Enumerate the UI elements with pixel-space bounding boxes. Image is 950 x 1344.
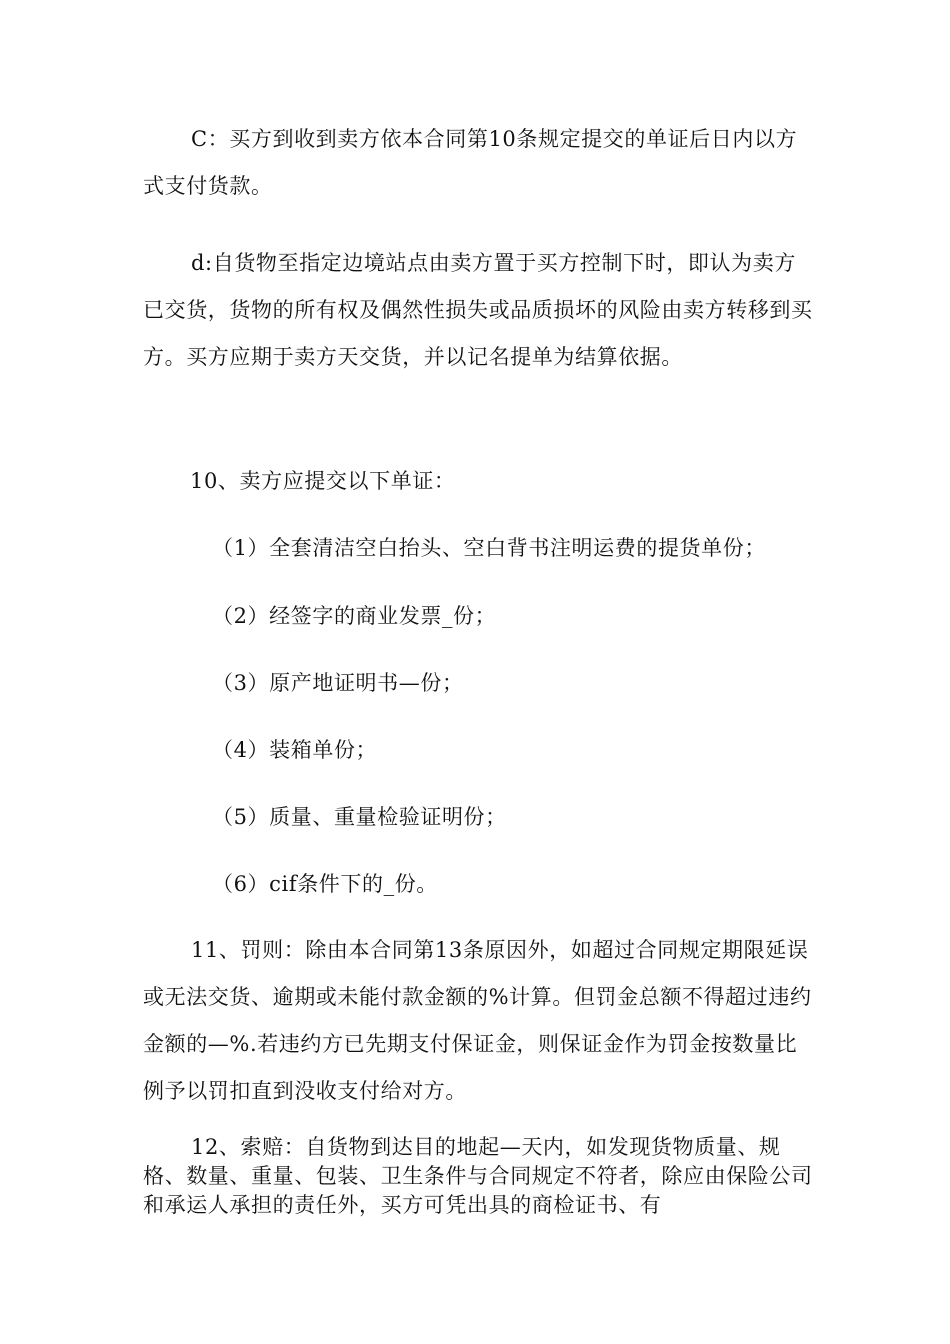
clause-10-item-4: （4）装箱单份； xyxy=(212,738,378,762)
clause-10-item-6: （6）cif条件下的_份。 xyxy=(212,872,438,896)
clause-12-claims: 12、索赔：自货物到达目的地起—天内，如发现货物质量、规格、数量、重量、包装、卫生条件与合同规定不符者，除应由保险公司和承运人承担的责任外，买方可凭出具的商检证书、有 xyxy=(143,1135,813,1217)
clause-10-item-3: （3）原产地证明书—份； xyxy=(212,671,464,695)
clause-10-item-1: （1）全套清洁空白抬头、空白背书注明运费的提货单份； xyxy=(212,536,766,560)
clause-10-heading: 10、卖方应提交以下单证： xyxy=(190,469,456,493)
paragraph-c-payment: C：买方到收到卖方依本合同第10条规定提交的单证后日内以方式支付货款。 xyxy=(143,127,798,198)
clause-10-item-5: （5）质量、重量检验证明份； xyxy=(212,805,507,829)
paragraph-d-delivery: d:自货物至指定边境站点由卖方置于买方控制下时，即认为卖方已交货，货物的所有权及偶然性损失或品质损坏的风险由卖方转移到买方。买方应期于卖方天交货，并以记名提单为结算依据。 xyxy=(143,251,813,369)
clause-10-item-2: （2）经签字的商业发票_份； xyxy=(212,604,497,628)
clause-11-penalty: 11、罚则：除由本合同第13条原因外，如超过合同规定期限延误或无法交货、逾期或未能付款金额的%计算。但罚金总额不得超过违约金额的—%.若违约方已先期支付保证金，则保证金作为罚金按数量比例予以罚扣直到没收支付给对方。 xyxy=(143,938,812,1103)
